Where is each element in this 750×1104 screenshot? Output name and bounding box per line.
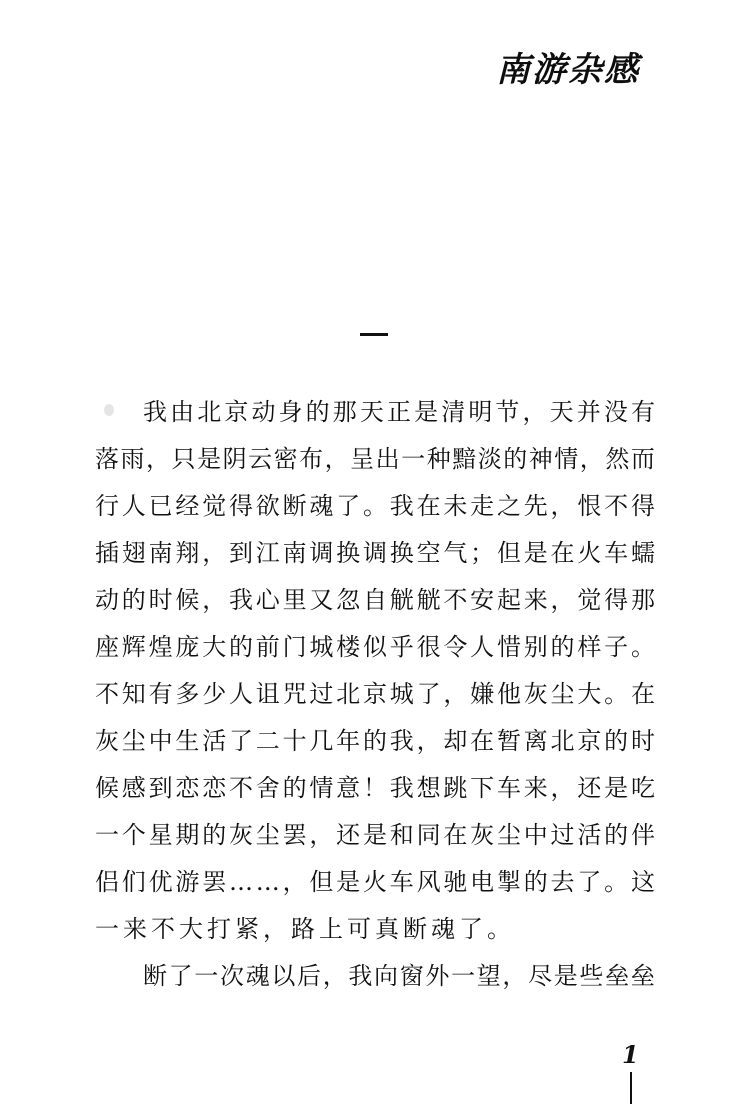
paragraph-line: 行 人 已 经 觉 得 欲 断 魂 了 。 我 在 未 走 之 先 ， 恨 不 得 xyxy=(95,492,655,520)
page-rule-divider xyxy=(630,1072,632,1104)
body-text xyxy=(95,390,655,1001)
paragraph-line: 动 的 时 候 ， 我 心 里 又 忽 自 觥 觥 不 安 起 来 ， 觉 得 那 xyxy=(95,586,655,614)
paragraph-line: 灰 尘 中 生 活 了 二 十 几 年 的 我 ， 却 在 暂 离 北 京 的 时 xyxy=(95,727,655,755)
section-number-one xyxy=(360,333,388,336)
page-number: 1 xyxy=(622,1040,639,1069)
paragraph-line: 插 翅 南 翔 ， 到 江 南 调 换 调 换 空 气 ； 但 是 在 火 车 蠕 xyxy=(95,539,655,567)
paragraph-line: 断 了 一 次 魂 以 后 ， 我 向 窗 外 一 望 ， 尽 是 些 垒 垒 xyxy=(143,962,655,990)
paragraph-line: 侣 们 优 游 罢 … … ， 但 是 火 车 风 驰 电 掣 的 去 了 。 这 xyxy=(95,868,655,896)
chapter-title: 南游杂感 xyxy=(496,50,640,90)
paragraph-line: 落 雨 ， 只 是 阴 云 密 布 ， 呈 出 一 种 黯 淡 的 神 情 ， 然 而 xyxy=(95,445,655,473)
paragraph-line: 不 知 有 多 少 人 诅 咒 过 北 京 城 了 ， 嫌 他 灰 尘 大 。 在 xyxy=(95,680,655,708)
paragraph-line: 一 来 不 大 打 紧 ， 路 上 可 真 断 魂 了 。 xyxy=(95,915,515,943)
paragraph-line: 座 辉 煌 庞 大 的 前 门 城 楼 似 乎 很 令 人 惜 别 的 样 子 。 xyxy=(95,633,655,661)
paragraph-line: 我 由 北 京 动 身 的 那 天 正 是 清 明 节 ， 天 并 没 有 xyxy=(143,398,655,426)
paragraph-line: 候 感 到 恋 恋 不 舍 的 情 意 ！ 我 想 跳 下 车 来 ， 还 是 吃 xyxy=(95,774,655,802)
paragraph-line: 一 个 星 期 的 灰 尘 罢 ， 还 是 和 同 在 灰 尘 中 过 活 的 伴 xyxy=(95,821,655,849)
